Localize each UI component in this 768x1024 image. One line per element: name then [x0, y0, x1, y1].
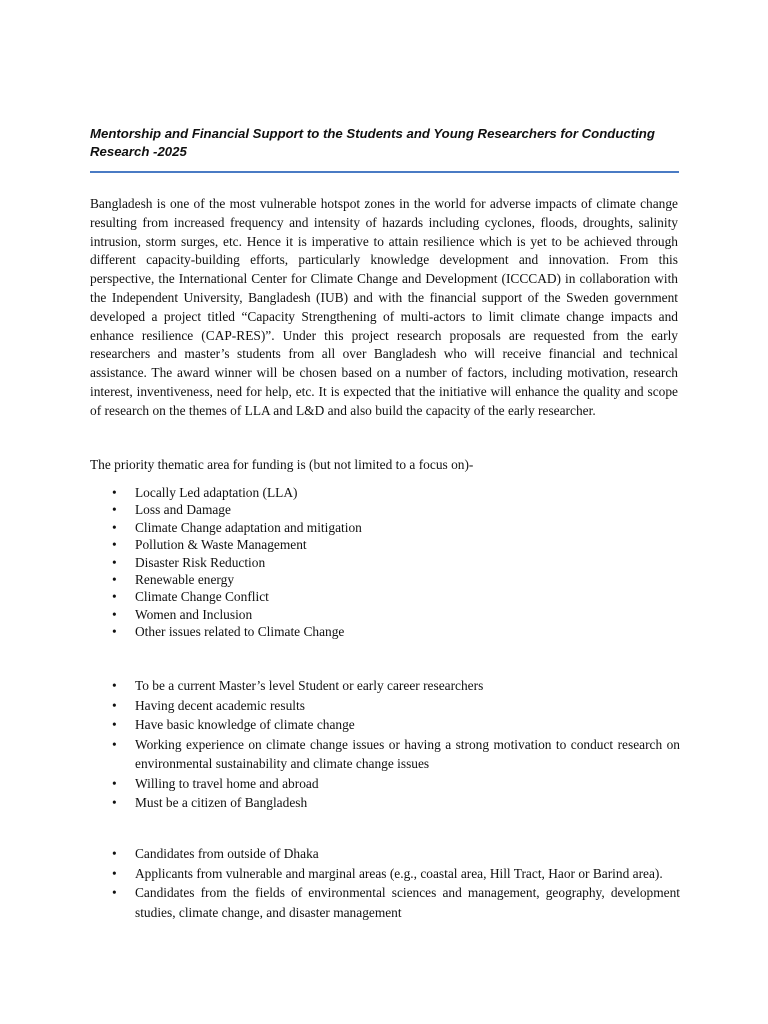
list-item-text: Women and Inclusion — [135, 606, 253, 622]
list-item — [90, 588, 680, 605]
list-item — [90, 774, 680, 794]
list-item-text: Have basic knowledge of climate change — [135, 717, 355, 732]
list-item — [90, 623, 680, 640]
thematic-areas-list — [90, 484, 680, 641]
document-title: Mentorship and Financial Support to the Students and Young Researchers for Conducting Research -2025 — [90, 126, 655, 159]
list-item — [90, 519, 680, 536]
bullet-icon: • — [112, 606, 117, 622]
list-item-text: To be a current Master’s level Student or early career researchers — [135, 678, 484, 693]
list-item — [90, 536, 680, 553]
priority-thematic-intro: The priority thematic area for funding is (but not limited to a focus on)- — [90, 457, 474, 472]
list-item-text: Must be a citizen of Bangladesh — [135, 795, 308, 810]
list-item-text: Disaster Risk Reduction — [135, 554, 266, 570]
list-item-text: Pollution & Waste Management — [135, 537, 307, 553]
eligibility-criteria-list — [90, 676, 680, 813]
list-item-text: Having decent academic results — [135, 697, 305, 713]
list-item — [90, 715, 680, 735]
list-item-text: Loss and Damage — [135, 502, 231, 518]
bullet-icon: • — [112, 846, 117, 861]
list-item — [90, 606, 680, 623]
list-item — [90, 793, 680, 813]
list-item — [90, 501, 680, 518]
bullet-icon: • — [112, 885, 117, 900]
intro-paragraph: Bangladesh is one of the most vulnerable hotspot zones in the world for adverse impacts of climate change resulting from increased frequency and intensity of hazards including cyclones, floods, droughts, salinity intrusion, storm surges, etc. Hence it is imperative to attain resilience which is yet to be achieved through different capacity-building efforts, particularly knowledge development and innovation. From this perspective, the International Center for Climate Change and Development (ICCCAD) in collaboration with the Independent University, Bangladesh (IUB) and with the financial support of the Sweden government developed a project titled “Capacity Strengthening of multi-actors to limit climate change impacts and enhance resilience (CAP-RES)”. Under this project research proposals are requested from the early researchers and master’s students from all over Bangladesh who will receive financial and technical assistance. The award winner will be chosen based on a number of factors, including motivation, research interest, inventiveness, need for help, etc. It is expected that the initiative will enhance the quality and scope of research on the themes of LLA and L&D and also build the capacity of the early researcher. — [90, 196, 678, 418]
list-item-text: Locally Led adaptation (LLA) — [135, 485, 298, 500]
title-underline-rule — [90, 171, 679, 173]
list-item-text: Other issues related to Climate Change — [135, 624, 345, 640]
list-item — [90, 676, 680, 696]
bullet-icon: • — [112, 537, 117, 553]
list-item — [90, 864, 680, 884]
bullet-icon: • — [112, 554, 117, 570]
list-item — [90, 696, 680, 716]
bullet-icon: • — [112, 795, 117, 810]
list-item — [90, 484, 680, 501]
preference-criteria-list — [90, 844, 680, 922]
list-item — [90, 554, 680, 571]
list-item — [90, 883, 680, 922]
list-item-text: Candidates from outside of Dhaka — [135, 846, 319, 861]
bullet-icon: • — [112, 624, 117, 640]
bullet-icon: • — [112, 572, 117, 588]
list-item — [90, 571, 680, 588]
bullet-icon: • — [112, 502, 117, 518]
bullet-icon: • — [112, 697, 117, 713]
list-item-text: Working experience on climate change issues or having a strong motivation to conduct research on environmental sustainability and climate change issues — [135, 736, 680, 771]
list-item-text: Climate Change adaptation and mitigation — [135, 519, 362, 535]
list-item-text: Applicants from vulnerable and marginal areas (e.g., coastal area, Hill Tract, Haor or Barind area). — [135, 865, 663, 881]
bullet-icon: • — [112, 519, 117, 535]
list-item-text: Climate Change Conflict — [135, 589, 269, 605]
list-item — [90, 735, 680, 774]
bullet-icon: • — [112, 775, 117, 791]
bullet-icon: • — [112, 485, 117, 500]
list-item-text: Willing to travel home and abroad — [135, 775, 319, 791]
bullet-icon: • — [112, 589, 117, 605]
list-item-text: Renewable energy — [135, 572, 235, 588]
bullet-icon: • — [112, 717, 117, 732]
list-item — [90, 844, 680, 864]
bullet-icon: • — [112, 736, 117, 752]
bullet-icon: • — [112, 865, 117, 881]
bullet-icon: • — [112, 678, 117, 693]
list-item-text: Candidates from the fields of environmental sciences and management, geography, development studies, climate change, and disaster management — [135, 885, 680, 920]
